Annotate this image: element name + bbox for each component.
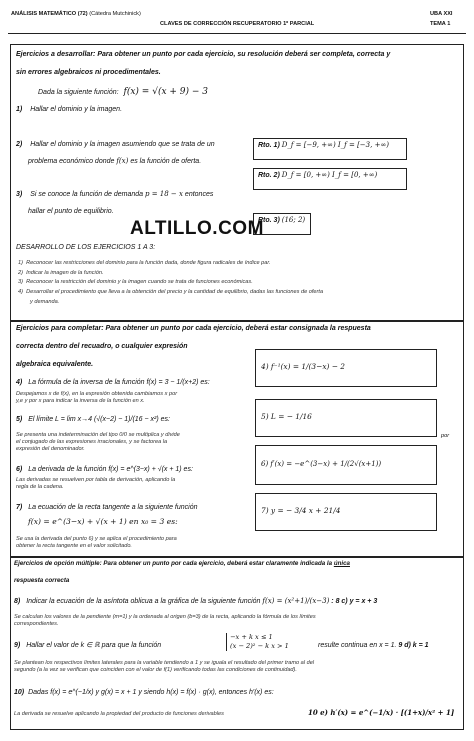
question-3 bbox=[16, 190, 261, 216]
section2-intro-line1: Ejercicios para completar: Para obtener un punto por cada ejercicio, deberá estar consignada la respuesta bbox=[16, 325, 371, 332]
rto1-label: Rto. 1) bbox=[258, 142, 280, 149]
section3-intro-line2: respuesta correcta bbox=[14, 577, 70, 584]
course-name: ANÁLISIS MATEMÁTICO (72) bbox=[11, 11, 88, 17]
section3-intro-line1: Ejercicios de opción múltiple: Para obtener un punto por cada ejercicio, deberá estar claramente indicada la bbox=[14, 560, 333, 567]
q1-number: 1) bbox=[16, 106, 23, 113]
q8-number: 8) bbox=[14, 598, 21, 605]
dev-item-num: 2) bbox=[18, 269, 23, 276]
dev-item-text: Desarrollar el procedimiento que lleva a la obtención del precio y la cantidad de equilibrio, dadas las funciones de oferta bbox=[26, 289, 324, 296]
q4-explanation bbox=[16, 391, 256, 405]
q10-text: Dadas f(x) = e^(−1/x) y g(x) = x + 1 y siendo h(x) = f(x) · g(x), entonces h′(x) es: bbox=[28, 689, 274, 696]
q6-text: La derivada de la función f(x) = e^(3−x) + √(x + 1) es: bbox=[28, 466, 193, 473]
q7-explanation bbox=[16, 536, 256, 550]
dev-item-text: Reconocer las restricciones del dominio para la función dada, donde figura radicales de índice par. bbox=[26, 260, 271, 266]
q9-piece2: (x − 2)² − k x > 1 bbox=[230, 642, 289, 650]
answer-box-4 bbox=[255, 349, 437, 387]
dev-item-text: Indicar la imagen de la función. bbox=[26, 269, 104, 276]
development-title: DESARROLLO DE LOS EJERCICIOS 1 A 3: bbox=[16, 244, 156, 251]
dev-item-text: y demanda. bbox=[30, 298, 60, 305]
answer-box-5 bbox=[255, 399, 437, 437]
section1-intro bbox=[16, 50, 460, 77]
section2-intro-line3: algebraica equivalente. bbox=[16, 361, 94, 368]
q8-explanation bbox=[14, 614, 460, 628]
q3-formula: p = 18 − x bbox=[145, 190, 183, 198]
dev-item-text: Reconocer la restricción del dominio y la imagen cuando se trata de funciones económicas. bbox=[26, 279, 253, 286]
q5-text: El límite L = lim x→4 (√(x−2) − 1)/(16 − x²) es: bbox=[28, 416, 170, 423]
rto3-label: Rto. 3) bbox=[258, 217, 280, 224]
given-function bbox=[38, 88, 208, 97]
question-8 bbox=[14, 597, 460, 606]
q9-expl-line2: segundo (a la vez se verifican que coinciden con el valor de f(1) verificando todas las condiciones de continuidad). bbox=[14, 667, 297, 674]
ans6-value: 6) f′(x) = −e^(3−x) + 1/(2√(x+1)) bbox=[261, 460, 382, 468]
q2-fx: f(x) bbox=[116, 157, 129, 165]
dev-item-num: 1) bbox=[18, 260, 23, 266]
q3-line1b: entonces bbox=[184, 191, 214, 198]
rto3-value: (16; 2) bbox=[281, 216, 306, 224]
question-4 bbox=[16, 378, 256, 387]
q5-por: por bbox=[441, 433, 450, 439]
q3-line2: hallar el punto de equilibrio. bbox=[28, 208, 114, 215]
q8-formula: f(x) = (x²+1)/(x−3) bbox=[262, 597, 330, 605]
watermark: ALTILLO.COM bbox=[130, 218, 264, 239]
q1-text: Hallar el dominio y la imagen. bbox=[30, 106, 123, 113]
q7-formula: f(x) = e^(3−x) + √(x + 1) en x₀ = 3 es: bbox=[28, 517, 178, 526]
ans7-value: 7) y = − 3/4 x + 21/4 bbox=[261, 506, 341, 515]
q5-expl-line3: expresión del denominador. bbox=[16, 446, 85, 453]
question-6 bbox=[16, 465, 256, 474]
section3-intro bbox=[14, 560, 460, 585]
rto2-label: Rto. 2) bbox=[258, 172, 280, 179]
q7-number: 7) bbox=[16, 504, 23, 511]
answer-box-6 bbox=[255, 445, 437, 485]
q8-text: Indicar la ecuación de la asíntota oblicua a la gráfica de la siguiente función bbox=[26, 598, 261, 605]
q9-piece1: −x + k x ≤ 1 bbox=[230, 633, 273, 641]
given-formula: f(x) = √(x + 9) − 3 bbox=[123, 87, 209, 97]
question-2 bbox=[16, 140, 261, 166]
course-title bbox=[11, 11, 141, 18]
rto2-value: D_f = [0, +∞) I_f = [0, +∞) bbox=[281, 171, 378, 179]
q10-explanation: La derivada se resuelve aplicando la propiedad del producto de funciones derivables bbox=[14, 711, 224, 717]
q6-expl-line1: Las derivadas se resuelven por tabla de derivación, aplicando la bbox=[16, 477, 176, 483]
ans5-value: 5) L = − 1/16 bbox=[261, 412, 312, 421]
q4-expl-line2: y,e y por x para indicar la inversa de la función en x. bbox=[16, 398, 145, 405]
dev-item-num: 3) bbox=[18, 279, 23, 286]
q10-number: 10) bbox=[14, 689, 25, 696]
q9-text: Hallar el valor de k ∈ ℝ para que la función bbox=[26, 642, 162, 649]
section1-intro-line1: Ejercicios a desarrollar: Para obtener un punto por cada ejercicio, su resolución deberá ser completa, correcta y bbox=[16, 51, 391, 58]
q9-result-text: resulte continua en x = 1. bbox=[318, 642, 397, 649]
answer-box-7 bbox=[255, 493, 437, 531]
q8-expl-line2: correspondientes. bbox=[14, 621, 59, 628]
q9-number: 9) bbox=[14, 642, 21, 649]
q2-line1: Hallar el dominio y la imagen asumiendo que se trata de un bbox=[30, 141, 215, 148]
q6-expl-line2: regla de la cadena. bbox=[16, 484, 64, 491]
header-divider bbox=[8, 33, 466, 34]
q7-line1: La ecuación de la recta tangente a la siguiente función bbox=[28, 504, 198, 511]
q10-answer bbox=[308, 708, 454, 718]
q5-expl-line2: el conjugado de las expresiones irracionales, y se factorea la bbox=[16, 439, 168, 446]
q6-number: 6) bbox=[16, 466, 23, 473]
section1-intro-line2: sin errores algebraicos ni procedimentales. bbox=[16, 69, 161, 76]
q9-piecewise bbox=[226, 633, 289, 651]
rto1-value: D_f = [−9, +∞) I_f = [−3, +∞) bbox=[281, 141, 390, 149]
q9-answer: 9 d) k = 1 bbox=[398, 642, 429, 649]
q3-number: 3) bbox=[16, 191, 23, 198]
q2-line2a: problema económico donde bbox=[28, 158, 115, 165]
q5-expl-line1: Se presenta una indeterminación del tipo 0/0 se multiplica y divide bbox=[16, 432, 180, 438]
answer-box-2 bbox=[253, 168, 407, 190]
q4-expl-line1: Despejamos x de f(x), en la expresión obtenida cambiamos x por bbox=[16, 391, 178, 397]
q10-answer-value: 10 e) h′(x) = e^(−1/x) · [(1+x)/x² + 1] bbox=[308, 708, 455, 717]
q2-number: 2) bbox=[16, 141, 23, 148]
institution: UBA XXI bbox=[430, 11, 453, 17]
exam-title: CLAVES DE CORRECCIÓN RECUPERATORIO 1º PARCIAL bbox=[160, 21, 315, 27]
q4-text: La fórmula de la inversa de la función f(x) = 3 − 1/(x+2) es: bbox=[28, 379, 210, 386]
question-5 bbox=[16, 415, 256, 424]
q6-explanation bbox=[16, 477, 256, 491]
question-1 bbox=[16, 105, 122, 114]
q5-explanation bbox=[16, 432, 256, 454]
q9-expl-line1: Se plantean los respectivos límites laterales para la variable tendiendo a 1 y se iguala el resultado del primer tramo al del bbox=[14, 660, 315, 666]
question-10 bbox=[14, 688, 460, 697]
question-7 bbox=[16, 503, 256, 526]
q8-answer: : 8 c) y = x + 3 bbox=[331, 598, 378, 605]
q4-number: 4) bbox=[16, 379, 23, 386]
q2-line2b: es la función de oferta. bbox=[130, 158, 202, 165]
q5-number: 5) bbox=[16, 416, 23, 423]
chair-name: (Cátedra Mutchinick) bbox=[89, 11, 141, 17]
q9-result bbox=[318, 641, 429, 650]
q7-expl-line1: Se usa la derivada del punto 6) y se aplica el procedimiento para bbox=[16, 536, 177, 542]
q8-expl-line1: Se calculan los valores de la pendiente (m=1) y la ordenada al origen (b=3) de la recta, aplicando la fórmula de los límites bbox=[14, 614, 316, 620]
development-list bbox=[18, 260, 458, 306]
section3-intro-unica: única bbox=[333, 560, 350, 567]
q7-expl-line2: obtener la recta tangente en el valor solicitado. bbox=[16, 543, 132, 550]
given-label: Dada la siguiente función: bbox=[38, 89, 119, 96]
q9-explanation bbox=[14, 660, 460, 674]
topic-number: TEMA 1 bbox=[430, 21, 451, 27]
q3-line1a: Si se conoce la función de demanda bbox=[30, 191, 144, 198]
dev-item-num: 4) bbox=[18, 289, 23, 296]
section2-intro-line2: correcta dentro del recuadro, o cualquier expresión bbox=[16, 343, 188, 350]
ans4-value: 4) f⁻¹(x) = 1/(3−x) − 2 bbox=[261, 362, 345, 371]
answer-box-1 bbox=[253, 138, 407, 160]
